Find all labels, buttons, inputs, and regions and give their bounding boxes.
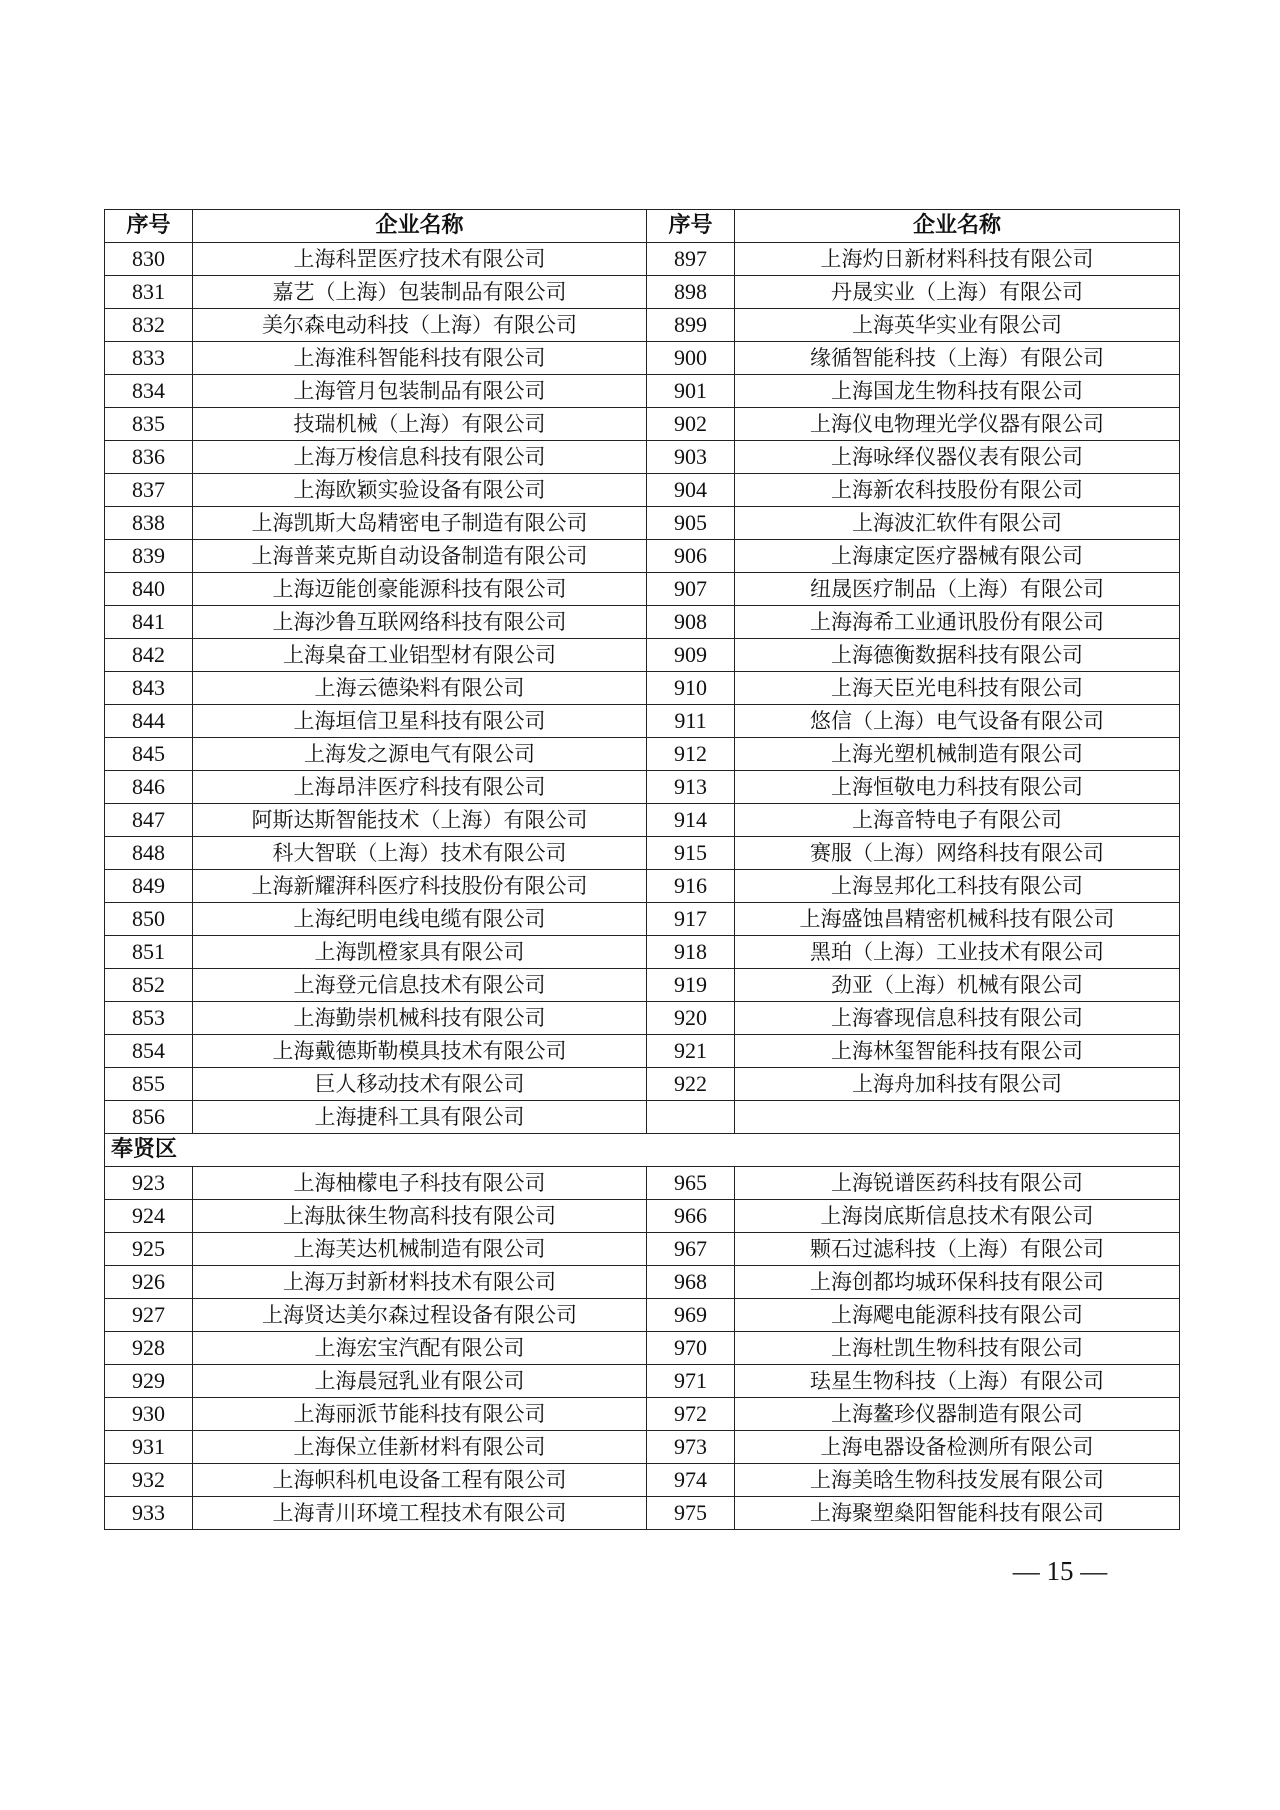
company-name-left: 嘉艺（上海）包装制品有限公司 [193,276,647,309]
serial-right: 915 [647,837,735,870]
serial-left: 846 [105,771,193,804]
company-name-left: 上海柚檬电子科技有限公司 [193,1167,647,1200]
company-name-left: 上海纪明电线电缆有限公司 [193,903,647,936]
serial-right: 966 [647,1200,735,1233]
company-name-right: 缘循智能科技（上海）有限公司 [735,342,1180,375]
serial-left: 928 [105,1332,193,1365]
serial-left: 852 [105,969,193,1002]
company-name-right: 颗石过滤科技（上海）有限公司 [735,1233,1180,1266]
serial-left: 849 [105,870,193,903]
company-name-right: 上海创都均城环保科技有限公司 [735,1266,1180,1299]
company-name-right: 上海飔电能源科技有限公司 [735,1299,1180,1332]
company-name-right: 珐星生物科技（上海）有限公司 [735,1365,1180,1398]
company-name-left: 科大智联（上海）技术有限公司 [193,837,647,870]
company-name-left: 上海云德染料有限公司 [193,672,647,705]
serial-left: 842 [105,639,193,672]
serial-right: 922 [647,1068,735,1101]
serial-right: 906 [647,540,735,573]
serial-left: 838 [105,507,193,540]
district-title: 奉贤区 [105,1134,1180,1167]
table-row [105,1497,1180,1530]
table-row [105,1101,1180,1134]
serial-right: 967 [647,1233,735,1266]
serial-right: 921 [647,1035,735,1068]
company-name-right: 上海昱邦化工科技有限公司 [735,870,1180,903]
table-row [105,1002,1180,1035]
company-name-left: 上海青川环境工程技术有限公司 [193,1497,647,1530]
company-name-left: 美尔森电动科技（上海）有限公司 [193,309,647,342]
company-name-left: 阿斯达斯智能技术（上海）有限公司 [193,804,647,837]
table-row [105,276,1180,309]
table-row [105,903,1180,936]
company-name-left: 上海昂沣医疗科技有限公司 [193,771,647,804]
company-name-left: 上海万封新材料技术有限公司 [193,1266,647,1299]
company-name-right: 上海岗底斯信息技术有限公司 [735,1200,1180,1233]
company-name-right: 黑珀（上海）工业技术有限公司 [735,936,1180,969]
table-row [105,441,1180,474]
serial-left: 844 [105,705,193,738]
table-row [105,804,1180,837]
serial-right: 902 [647,408,735,441]
company-name-right: 上海鳌珍仪器制造有限公司 [735,1398,1180,1431]
company-name-right: 上海盛蚀昌精密机械科技有限公司 [735,903,1180,936]
company-name-right: 上海灼日新材料科技有限公司 [735,243,1180,276]
company-name-right: 上海音特电子有限公司 [735,804,1180,837]
company-name-left: 上海沙鲁互联网络科技有限公司 [193,606,647,639]
company-name-right: 上海国龙生物科技有限公司 [735,375,1180,408]
table-row [105,1200,1180,1233]
serial-left: 854 [105,1035,193,1068]
serial-right: 970 [647,1332,735,1365]
company-name-right [735,1101,1180,1134]
table-row [105,1464,1180,1497]
company-name-left: 技瑞机械（上海）有限公司 [193,408,647,441]
header-company-right: 企业名称 [735,210,1180,243]
serial-right: 975 [647,1497,735,1530]
table-row [105,771,1180,804]
serial-left: 925 [105,1233,193,1266]
company-name-right: 纽晟医疗制品（上海）有限公司 [735,573,1180,606]
table-row [105,342,1180,375]
table-row [105,309,1180,342]
serial-left: 830 [105,243,193,276]
serial-right: 903 [647,441,735,474]
table-row [105,1167,1180,1200]
serial-right: 907 [647,573,735,606]
serial-left: 927 [105,1299,193,1332]
table-row [105,606,1180,639]
table-row [105,375,1180,408]
company-name-left: 上海管月包装制品有限公司 [193,375,647,408]
company-name-left: 上海丽派节能科技有限公司 [193,1398,647,1431]
company-name-left: 上海淮科智能科技有限公司 [193,342,647,375]
company-name-right: 上海海希工业通讯股份有限公司 [735,606,1180,639]
serial-left: 923 [105,1167,193,1200]
serial-right: 920 [647,1002,735,1035]
company-name-right: 上海电器设备检测所有限公司 [735,1431,1180,1464]
serial-right: 898 [647,276,735,309]
serial-left: 840 [105,573,193,606]
serial-left: 845 [105,738,193,771]
serial-right: 914 [647,804,735,837]
header-serial-right: 序号 [647,210,735,243]
serial-left: 841 [105,606,193,639]
table-row [105,573,1180,606]
company-name-right: 上海林玺智能科技有限公司 [735,1035,1180,1068]
company-name-left: 上海万梭信息科技有限公司 [193,441,647,474]
company-name-right: 丹晟实业（上海）有限公司 [735,276,1180,309]
serial-right: 919 [647,969,735,1002]
company-name-left: 上海晨冠乳业有限公司 [193,1365,647,1398]
company-name-right: 上海光塑机械制造有限公司 [735,738,1180,771]
serial-left: 929 [105,1365,193,1398]
serial-right: 901 [647,375,735,408]
table-row [105,969,1180,1002]
serial-left: 855 [105,1068,193,1101]
serial-left: 833 [105,342,193,375]
company-name-right: 上海聚塑燊阳智能科技有限公司 [735,1497,1180,1530]
serial-right: 973 [647,1431,735,1464]
company-name-left: 上海欧颖实验设备有限公司 [193,474,647,507]
table-row [105,1365,1180,1398]
company-name-right: 上海咏绎仪器仪表有限公司 [735,441,1180,474]
serial-right: 968 [647,1266,735,1299]
serial-left: 932 [105,1464,193,1497]
header-company-left: 企业名称 [193,210,647,243]
company-name-left: 上海登元信息技术有限公司 [193,969,647,1002]
serial-right: 897 [647,243,735,276]
table-row [105,1299,1180,1332]
company-name-left: 上海肽徕生物高科技有限公司 [193,1200,647,1233]
company-name-left: 上海帜科机电设备工程有限公司 [193,1464,647,1497]
company-name-right: 上海德衡数据科技有限公司 [735,639,1180,672]
header-serial-left: 序号 [105,210,193,243]
company-name-right: 上海天臣光电科技有限公司 [735,672,1180,705]
company-name-left: 上海垣信卫星科技有限公司 [193,705,647,738]
serial-right: 917 [647,903,735,936]
serial-left: 848 [105,837,193,870]
serial-left: 926 [105,1266,193,1299]
serial-left: 834 [105,375,193,408]
serial-right: 974 [647,1464,735,1497]
serial-right: 911 [647,705,735,738]
serial-right: 899 [647,309,735,342]
company-name-left: 上海凯橙家具有限公司 [193,936,647,969]
table-row [105,1233,1180,1266]
company-name-right: 上海英华实业有限公司 [735,309,1180,342]
serial-left: 831 [105,276,193,309]
serial-right: 908 [647,606,735,639]
document-page [104,209,1179,1530]
company-name-left: 上海捷科工具有限公司 [193,1101,647,1134]
table-row [105,1431,1180,1464]
table-row [105,672,1180,705]
table-row [105,1035,1180,1068]
company-name-left: 上海新耀湃科医疗科技股份有限公司 [193,870,647,903]
company-name-left: 上海芙达机械制造有限公司 [193,1233,647,1266]
table-row [105,1332,1180,1365]
company-name-right: 上海杜凯生物科技有限公司 [735,1332,1180,1365]
company-name-right: 上海睿现信息科技有限公司 [735,1002,1180,1035]
serial-left: 836 [105,441,193,474]
serial-left: 847 [105,804,193,837]
company-name-left: 上海发之源电气有限公司 [193,738,647,771]
company-name-right: 劲亚（上海）机械有限公司 [735,969,1180,1002]
company-name-left: 上海戴德斯勒模具技术有限公司 [193,1035,647,1068]
serial-left: 850 [105,903,193,936]
table-row [105,1398,1180,1431]
company-name-right: 上海新农科技股份有限公司 [735,474,1180,507]
company-name-right: 上海美晗生物科技发展有限公司 [735,1464,1180,1497]
serial-left: 835 [105,408,193,441]
serial-right: 909 [647,639,735,672]
company-name-right: 赛服（上海）网络科技有限公司 [735,837,1180,870]
table-row [105,738,1180,771]
company-name-left: 巨人移动技术有限公司 [193,1068,647,1101]
company-name-left: 上海勤崇机械科技有限公司 [193,1002,647,1035]
serial-left: 839 [105,540,193,573]
serial-right: 971 [647,1365,735,1398]
serial-right: 969 [647,1299,735,1332]
company-name-left: 上海臬奋工业铝型材有限公司 [193,639,647,672]
company-name-right: 上海锐谱医药科技有限公司 [735,1167,1180,1200]
serial-right: 913 [647,771,735,804]
serial-right: 972 [647,1398,735,1431]
serial-left: 930 [105,1398,193,1431]
serial-left: 853 [105,1002,193,1035]
company-name-right: 上海仪电物理光学仪器有限公司 [735,408,1180,441]
table-row [105,243,1180,276]
serial-left: 924 [105,1200,193,1233]
serial-left: 931 [105,1431,193,1464]
company-name-left: 上海保立佳新材料有限公司 [193,1431,647,1464]
table-row [105,705,1180,738]
table-row [105,507,1180,540]
company-name-right: 悠信（上海）电气设备有限公司 [735,705,1180,738]
district-row [105,1134,1180,1167]
table-row [105,936,1180,969]
serial-left: 843 [105,672,193,705]
company-name-left: 上海贤达美尔森过程设备有限公司 [193,1299,647,1332]
company-name-left: 上海宏宝汽配有限公司 [193,1332,647,1365]
serial-right: 912 [647,738,735,771]
serial-right [647,1101,735,1134]
table-row [105,870,1180,903]
table-row [105,837,1180,870]
company-name-left: 上海普莱克斯自动设备制造有限公司 [193,540,647,573]
serial-left: 832 [105,309,193,342]
table-row [105,474,1180,507]
company-name-left: 上海科罡医疗技术有限公司 [193,243,647,276]
serial-left: 856 [105,1101,193,1134]
serial-left: 837 [105,474,193,507]
serial-right: 900 [647,342,735,375]
serial-right: 910 [647,672,735,705]
table-row [105,1266,1180,1299]
table-row [105,540,1180,573]
table-row [105,639,1180,672]
serial-right: 916 [647,870,735,903]
serial-right: 918 [647,936,735,969]
serial-left: 933 [105,1497,193,1530]
table-header-row [105,210,1180,243]
table-row [105,408,1180,441]
company-name-right: 上海舟加科技有限公司 [735,1068,1180,1101]
page-number: — 15 — [1012,1556,1108,1586]
enterprise-table [104,209,1180,1530]
company-name-right: 上海康定医疗器械有限公司 [735,540,1180,573]
company-name-right: 上海波汇软件有限公司 [735,507,1180,540]
serial-right: 904 [647,474,735,507]
company-name-left: 上海迈能创豪能源科技有限公司 [193,573,647,606]
company-name-right: 上海恒敬电力科技有限公司 [735,771,1180,804]
serial-left: 851 [105,936,193,969]
table-body [105,243,1180,1530]
table-row [105,1068,1180,1101]
serial-right: 905 [647,507,735,540]
company-name-left: 上海凯斯大岛精密电子制造有限公司 [193,507,647,540]
serial-right: 965 [647,1167,735,1200]
